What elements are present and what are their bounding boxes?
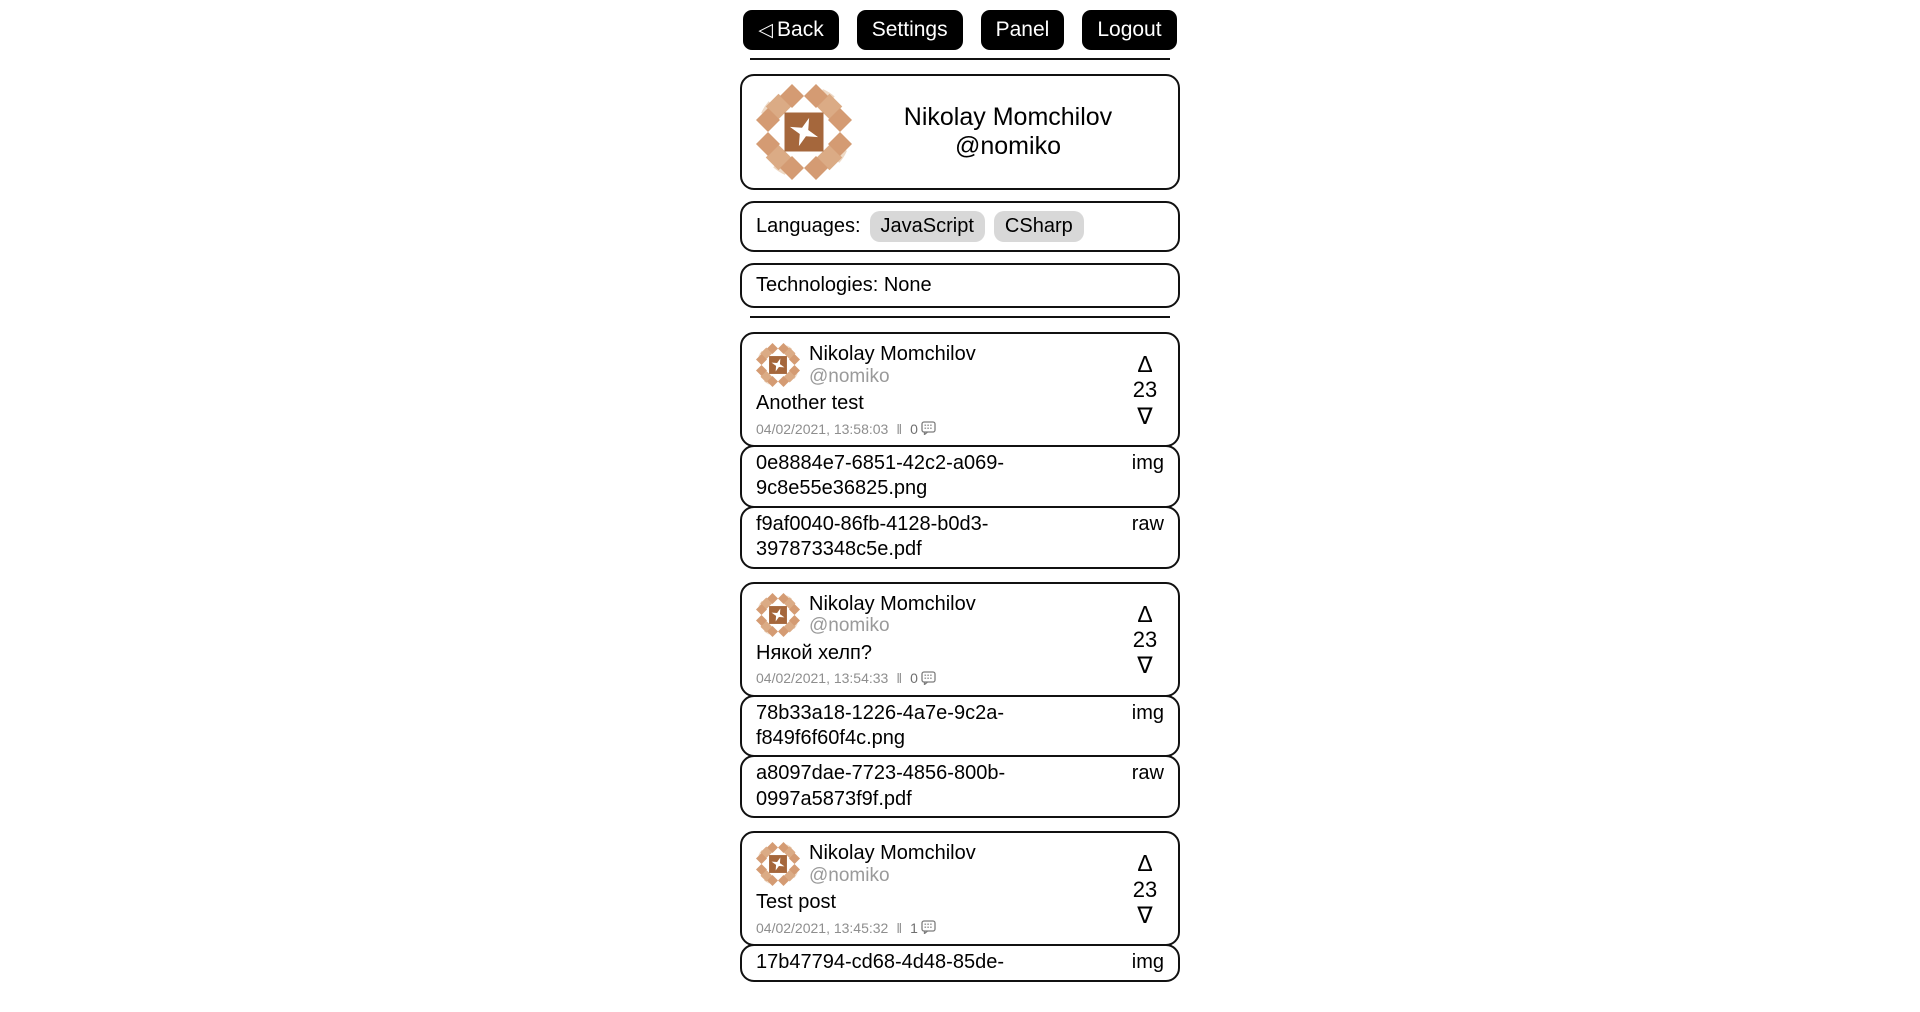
logout-button[interactable]: Logout [1082, 10, 1176, 50]
top-nav [0, 0, 1920, 50]
meta-separator: ‖ [896, 670, 903, 687]
panel-button[interactable]: Panel [981, 10, 1065, 50]
vote-column [1126, 842, 1164, 937]
vote-count: 23 [1132, 876, 1158, 902]
attachment-type: img [1131, 701, 1164, 724]
attachment-row[interactable] [740, 755, 1180, 818]
vote-count: 23 [1132, 626, 1158, 652]
vote-column [1126, 343, 1164, 438]
settings-button[interactable]: Settings [857, 10, 963, 50]
comment-count: 0 [910, 420, 918, 437]
profile-card [740, 74, 1180, 190]
attachment-row[interactable] [740, 695, 1180, 758]
post-card[interactable] [740, 582, 1180, 697]
upvote-button[interactable]: Δ [1137, 850, 1153, 877]
post-avatar [756, 842, 800, 886]
comment-icon [921, 419, 936, 438]
post-card[interactable] [740, 831, 1180, 946]
attachment-filename: 78b33a18-1226-4a7e-9c2a-f849f6f60f4c.png [756, 701, 1004, 749]
post-timestamp: 04/02/2021, 13:54:33 [756, 670, 889, 687]
profile-name: Nikolay Momchilov [903, 102, 1113, 131]
attachment-row[interactable] [740, 445, 1180, 508]
attachment-row[interactable] [740, 506, 1180, 569]
comment-count: 1 [910, 919, 918, 936]
attachment-filename: 0e8884e7-6851-42c2-a069-9c8e55e36825.png [756, 452, 1004, 500]
upvote-button[interactable]: Δ [1137, 351, 1153, 378]
post-author: Nikolay Momchilov [809, 343, 976, 366]
downvote-button[interactable]: ∇ [1137, 652, 1153, 679]
attachment-filename: f9af0040-86fb-4128-b0d3-397873348c5e.pdf [756, 512, 989, 561]
post-content [756, 842, 1126, 937]
back-button-label: Back [777, 18, 824, 41]
post-comments [910, 918, 936, 937]
post-avatar [756, 593, 800, 637]
technologies-card [740, 263, 1180, 308]
profile-handle: @nomiko [955, 132, 1061, 160]
attachment-type: raw [1131, 762, 1164, 785]
post-title: Another test [756, 392, 864, 414]
languages-label: Languages: [756, 215, 861, 237]
post-title: Някой хелп? [756, 641, 872, 664]
attachment-type: img [1131, 951, 1164, 974]
post-title: Test post [756, 891, 837, 914]
post-comments [910, 419, 936, 438]
divider [750, 316, 1170, 318]
post-author: Nikolay Momchilov [809, 842, 976, 865]
attachment-type: raw [1131, 512, 1164, 535]
languages-card [740, 201, 1180, 252]
profile-names [852, 103, 1164, 162]
language-badge: JavaScript [870, 211, 985, 242]
attachment-filename: 17b47794-cd68-4d48-85de- [756, 951, 1004, 974]
post-avatar [756, 343, 800, 387]
downvote-button[interactable]: ∇ [1137, 901, 1153, 928]
post-timestamp: 04/02/2021, 13:45:32 [756, 919, 889, 936]
post-content [756, 343, 1126, 438]
back-button[interactable] [743, 10, 838, 50]
language-badge: CSharp [994, 211, 1084, 242]
post-handle: @nomiko [809, 365, 890, 387]
downvote-button[interactable]: ∇ [1137, 402, 1153, 429]
attachment-filename: a8097dae-7723-4856-800b-0997a5873f9f.pdf [756, 762, 1006, 810]
meta-separator: ‖ [896, 420, 903, 437]
comment-icon [921, 669, 936, 688]
vote-count: 23 [1132, 377, 1158, 403]
post-comments [910, 669, 936, 688]
post-handle: @nomiko [809, 864, 890, 886]
post-card[interactable] [740, 332, 1180, 447]
comment-count: 0 [910, 670, 918, 687]
vote-column [1126, 593, 1164, 688]
upvote-button[interactable]: Δ [1137, 600, 1153, 627]
attachment-row[interactable] [740, 944, 1180, 981]
back-arrow-icon: ◁ [758, 20, 774, 41]
profile-avatar [756, 84, 852, 180]
divider [750, 58, 1170, 60]
technologies-text: Technologies: None [756, 274, 932, 296]
meta-separator: ‖ [896, 919, 903, 936]
attachment-type: img [1131, 452, 1164, 474]
post-timestamp: 04/02/2021, 13:58:03 [756, 420, 889, 437]
comment-icon [921, 918, 936, 937]
post-content [756, 593, 1126, 688]
post-author: Nikolay Momchilov [809, 592, 976, 615]
post-handle: @nomiko [809, 615, 890, 637]
